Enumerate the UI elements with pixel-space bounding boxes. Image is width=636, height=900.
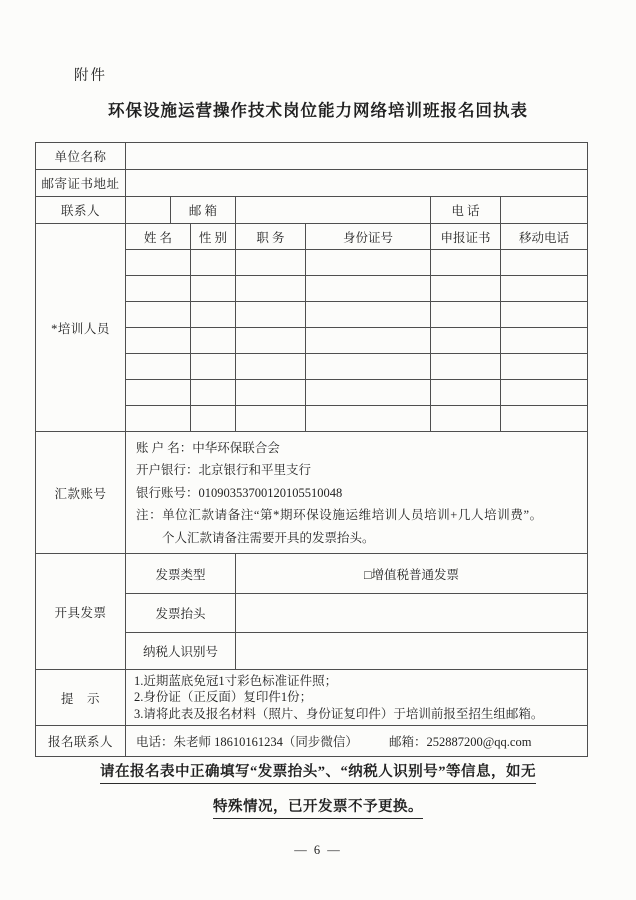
- trainee-id-cell: [306, 406, 431, 432]
- tip-item-1: 1.近期蓝底免冠1寸彩色标准证件照；: [134, 674, 338, 689]
- trainee-cert-cell: [431, 354, 501, 380]
- mailing-address-row: [36, 170, 588, 197]
- trainee-col-id: 身份证号: [306, 224, 431, 250]
- trainee-title-cell: [236, 250, 306, 276]
- trainee-col-title: 职 务: [236, 224, 306, 250]
- tip-item-3: 3.请将此表及报名材料（照片、身份证复印件）于培训前报至招生组邮箱。: [134, 706, 544, 721]
- contact-phone-value-cell: [501, 197, 588, 224]
- trainee-title-cell: [236, 406, 306, 432]
- unit-name-value-cell: [126, 143, 588, 170]
- trainee-name-cell: [126, 354, 191, 380]
- footer-note-line2: 特殊情况，已开发票不予更换。: [0, 795, 636, 816]
- trainee-name-cell: [126, 380, 191, 406]
- trainee-mobile-cell: [501, 328, 588, 354]
- trainee-cert-cell: [431, 276, 501, 302]
- invoice-type-label: 发票类型: [126, 554, 236, 594]
- invoice-title-label: 发票抬头: [126, 594, 236, 633]
- trainee-mobile-cell: [501, 276, 588, 302]
- invoice-type-value: □增值税普通发票: [236, 554, 588, 594]
- footer-note-line1: 请在报名表中正确填写“发票抬头”、“纳税人识别号”等信息，如无: [0, 760, 636, 781]
- registration-contact-phone: 电话：朱老师 18610161234（同步微信）: [136, 735, 358, 750]
- trainee-cert-cell: [431, 250, 501, 276]
- invoice-taxid-value-cell: [236, 633, 588, 670]
- trainee-gender-cell: [191, 354, 236, 380]
- registration-form-table: [35, 142, 588, 757]
- contact-email-value-cell: [236, 197, 431, 224]
- trainee-gender-cell: [191, 250, 236, 276]
- trainee-mobile-cell: [501, 354, 588, 380]
- invoice-title-value-cell: [236, 594, 588, 633]
- trainee-header-row: [36, 224, 588, 250]
- trainee-cert-cell: [431, 380, 501, 406]
- trainee-id-cell: [306, 380, 431, 406]
- contact-phone-label: 电 话: [431, 197, 501, 224]
- page-title: 环保设施运营操作技术岗位能力网络培训班报名回执表: [108, 101, 528, 120]
- trainee-mobile-cell: [501, 250, 588, 276]
- trainee-title-cell: [236, 276, 306, 302]
- trainee-mobile-cell: [501, 302, 588, 328]
- trainee-mobile-cell: [501, 380, 588, 406]
- trainee-gender-cell: [191, 406, 236, 432]
- remittance-label: 汇款账号: [36, 432, 126, 554]
- trainee-title-cell: [236, 380, 306, 406]
- tips-content-cell: [126, 670, 588, 726]
- unit-name-label: 单位名称: [36, 143, 126, 170]
- remittance-row: [36, 432, 588, 554]
- trainee-id-cell: [306, 250, 431, 276]
- tips-row: [36, 670, 588, 726]
- contact-row: [36, 197, 588, 224]
- trainee-id-cell: [306, 354, 431, 380]
- registration-contact-cell: [126, 726, 588, 757]
- registration-contact-email: 邮箱：252887200@qq.com: [389, 735, 532, 750]
- registration-contact-label: 报名联系人: [36, 726, 126, 757]
- trainee-id-cell: [306, 302, 431, 328]
- attachment-label: 附件: [74, 68, 107, 84]
- remittance-account-number: 银行账号：01090353700120105510048: [136, 485, 343, 500]
- invoice-taxid-label: 纳税人识别号: [126, 633, 236, 670]
- trainee-col-name: 姓 名: [126, 224, 191, 250]
- trainee-name-cell: [126, 276, 191, 302]
- trainee-gender-cell: [191, 380, 236, 406]
- trainee-col-gender: 性 别: [191, 224, 236, 250]
- trainee-cert-cell: [431, 328, 501, 354]
- trainee-mobile-cell: [501, 406, 588, 432]
- remittance-note-line2: 个人汇款请备注需要开具的发票抬头。: [162, 530, 375, 545]
- trainee-name-cell: [126, 406, 191, 432]
- trainee-col-mobile: 移动电话: [501, 224, 588, 250]
- trainee-name-cell: [126, 250, 191, 276]
- trainee-gender-cell: [191, 328, 236, 354]
- trainee-title-cell: [236, 328, 306, 354]
- trainee-id-cell: [306, 276, 431, 302]
- contact-name-cell: [126, 197, 171, 224]
- contact-label: 联系人: [36, 197, 126, 224]
- trainee-gender-cell: [191, 276, 236, 302]
- invoice-type-row: [36, 554, 588, 594]
- remittance-bank: 开户银行：北京银行和平里支行: [136, 463, 312, 478]
- trainee-cert-cell: [431, 406, 501, 432]
- mailing-address-label: 邮寄证书地址: [36, 170, 126, 197]
- remittance-details-cell: [126, 432, 588, 554]
- trainee-name-cell: [126, 328, 191, 354]
- trainee-title-cell: [236, 302, 306, 328]
- trainees-label: *培训人员: [36, 224, 126, 432]
- tip-item-2: 2.身份证（正反面）复印件1份；: [134, 690, 313, 705]
- trainee-cert-cell: [431, 302, 501, 328]
- trainee-name-cell: [126, 302, 191, 328]
- remittance-account-name: 账 户 名：中华环保联合会: [136, 441, 280, 455]
- mailing-address-value-cell: [126, 170, 588, 197]
- trainee-title-cell: [236, 354, 306, 380]
- registration-contact-row: [36, 726, 588, 757]
- trainee-id-cell: [306, 328, 431, 354]
- trainee-gender-cell: [191, 302, 236, 328]
- invoice-label: 开具发票: [36, 554, 126, 670]
- unit-name-row: [36, 143, 588, 170]
- page-number: — 6 —: [294, 843, 342, 857]
- contact-email-label: 邮 箱: [171, 197, 236, 224]
- remittance-note-line1: 注：单位汇款请备注“第*期环保设施运维培训人员培训+几人培训费”。: [136, 508, 543, 523]
- trainee-col-cert: 申报证书: [431, 224, 501, 250]
- tips-label: 提 示: [36, 670, 126, 726]
